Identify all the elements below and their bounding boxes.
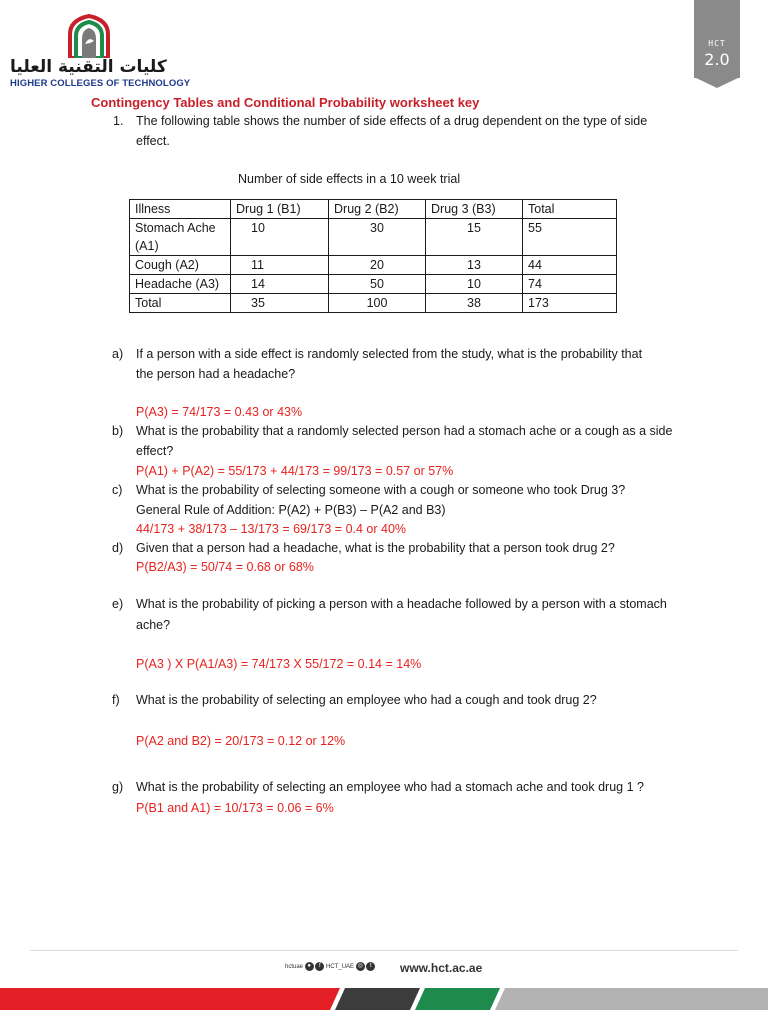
logo-english-name: HIGHER COLLEGES OF TECHNOLOGY [10,78,191,89]
logo-arabic-name: كليات التقنية العليا [10,57,167,77]
part-a-question-line1: If a person with a side effect is randomly selected from the study, what is the probability that [136,347,643,361]
table-header-cell: Total [523,200,617,219]
table-row [130,275,617,294]
table-row [130,294,617,313]
part-e-question-line2: ache? [136,618,171,632]
stripe-green [415,988,500,1010]
table-cell: 74 [523,275,617,294]
table-cell: 38 [426,294,523,313]
part-c-answer: 44/173 + 38/173 – 13/173 = 69/173 = 0.4 or 40% [136,522,407,536]
question-text-line2: effect. [136,134,170,148]
part-f-answer: P(A2 and B2) = 20/173 = 0.12 or 12% [136,734,346,748]
part-c-question: What is the probability of selecting someone with a cough or someone who took Drug 3? [136,483,626,497]
side-effects-table [129,199,617,313]
footer-divider [30,950,738,951]
table-cell: 100 [329,294,426,313]
table-cell: 11 [231,256,329,275]
part-c-rule: General Rule of Addition: P(A2) + P(B3) – P(A2 and B3) [136,503,446,517]
part-a-answer: P(A3) = 74/173 = 0.43 or 43% [136,405,303,419]
part-b-answer: P(A1) + P(A2) = 55/173 + 44/173 = 99/173 = 0.57 or 57% [136,464,454,478]
part-b-label: b) [112,424,124,438]
table-cell: 14 [231,275,329,294]
question-text-line1: The following table shows the number of side effects of a drug dependent on the type of side [136,114,648,128]
facebook-icon[interactable]: f [315,962,324,971]
table-cell: 173 [523,294,617,313]
part-d-answer: P(B2/A3) = 50/74 = 0.68 or 68% [136,560,314,574]
table-cell: 10 [426,275,523,294]
part-b-question-line1: What is the probability that a randomly selected person had a stomach ache or a cough as a side [136,424,673,438]
table-cell: 13 [426,256,523,275]
part-f-label: f) [112,693,120,707]
part-e-answer: P(A3 ) X P(A1/A3) = 74/173 X 55/172 = 0.14 = 14% [136,657,422,671]
snapchat-icon[interactable]: ● [305,962,314,971]
part-b-question-line2: effect? [136,444,174,458]
table-cell: 20 [329,256,426,275]
footer-color-stripes [0,988,768,1010]
part-d-label: d) [112,541,124,555]
table-header-cell: Drug 2 (B2) [329,200,426,219]
table-row [130,256,617,275]
table-header-cell: Illness [130,200,231,219]
table-caption: Number of side effects in a 10 week trial [238,172,461,186]
table-cell: 10 [231,219,329,256]
table-cell: 50 [329,275,426,294]
footer-social [285,962,375,971]
table-cell: 55 [523,219,617,256]
twitter-icon[interactable]: t [366,962,375,971]
part-e-question-line1: What is the probability of picking a person with a headache followed by a person with a stomach [136,597,667,611]
table-header-cell: Drug 1 (B1) [231,200,329,219]
stripe-red [0,988,340,1010]
part-d-question: Given that a person had a headache, what is the probability that a person took drug 2? [136,541,615,555]
part-a-label: a) [112,347,124,361]
table-header-row [130,200,617,219]
table-cell: 30 [329,219,426,256]
table-cell: 15 [426,219,523,256]
hct-tab-version: 2.0 [704,50,730,69]
table-cell: 44 [523,256,617,275]
part-c-label: c) [112,483,123,497]
footer-handle-left: hctuae [285,964,304,971]
table-header-cell: Drug 3 (B3) [426,200,523,219]
part-g-answer: P(B1 and A1) = 10/173 = 0.06 = 6% [136,801,334,815]
table-cell: 35 [231,294,329,313]
part-g-question: What is the probability of selecting an employee who had a stomach ache and took drug 1 ? [136,780,644,794]
hct-version-tab [694,0,740,78]
table-row [130,219,617,256]
table-row-label: Stomach Ache (A1) [130,219,231,256]
footer-handle-right: HCT_UAE [326,964,355,971]
table-row-label: Total [130,294,231,313]
instagram-icon[interactable]: ◎ [357,963,363,969]
stripe-gray [495,988,768,1010]
hct-tab-label: HCT [708,39,726,48]
footer-website-link[interactable]: www.hct.ac.ae [400,961,483,975]
stripe-dark [335,988,420,1010]
document-title: Contingency Tables and Conditional Probability worksheet key [91,95,480,110]
table-row-label: Headache (A3) [130,275,231,294]
table-row-label: Cough (A2) [130,256,231,275]
part-e-label: e) [112,597,124,611]
part-g-label: g) [112,780,124,794]
part-f-question: What is the probability of selecting an employee who had a cough and took drug 2? [136,693,597,707]
hct-logo-emblem [66,14,112,58]
question-number: 1. [113,114,124,128]
part-a-question-line2: the person had a headache? [136,367,296,381]
